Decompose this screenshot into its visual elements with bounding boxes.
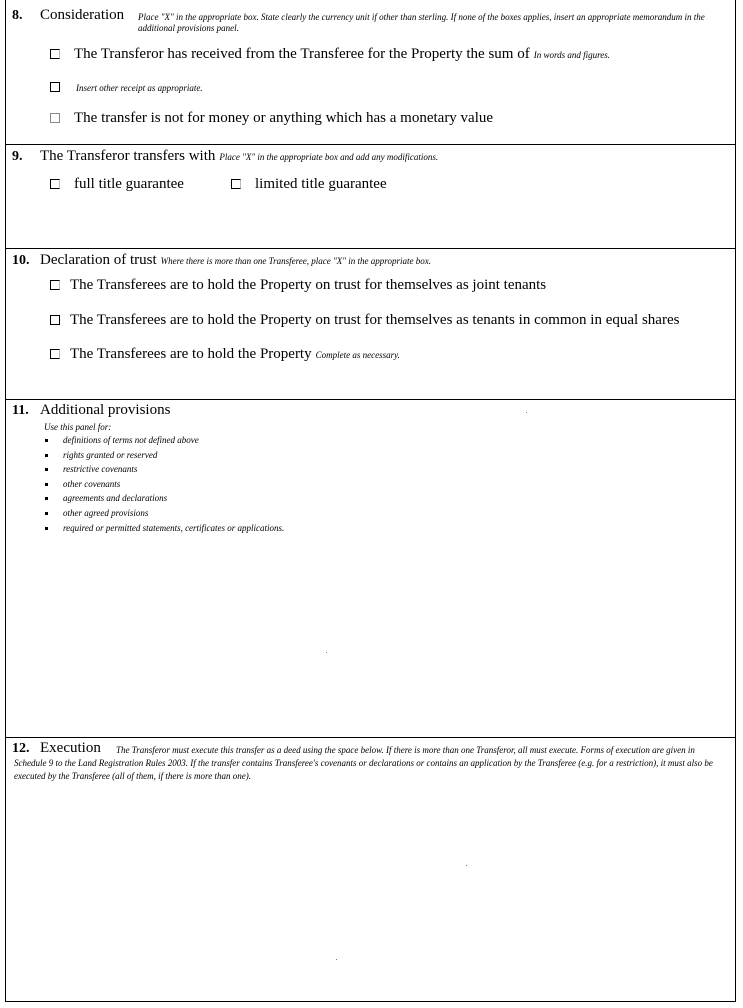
other-receipt-checkbox[interactable] bbox=[50, 82, 60, 92]
panel-number: 9. bbox=[12, 149, 23, 164]
panel-number: 10. bbox=[12, 253, 30, 268]
option-label: The Transferor has received from the Transferee for the Property the sum of bbox=[74, 46, 530, 62]
panel-title: Declaration of trust bbox=[40, 252, 157, 268]
option-note: Complete as necessary. bbox=[315, 350, 400, 360]
panel-number: 8. bbox=[12, 8, 23, 23]
list-item: restrictive covenants bbox=[44, 462, 284, 477]
panel-11-subtitle: Use this panel for: bbox=[44, 422, 112, 432]
panel-8-heading bbox=[12, 6, 124, 24]
execution-signature-area[interactable] bbox=[6, 808, 735, 1000]
scan-speck bbox=[326, 652, 327, 653]
tenants-in-common-checkbox[interactable] bbox=[50, 315, 60, 325]
panel-title-guarantee bbox=[6, 145, 735, 249]
provisions-entry-area[interactable] bbox=[6, 540, 735, 736]
consideration-option-other bbox=[50, 79, 203, 96]
consideration-option-no-money bbox=[50, 110, 493, 127]
option-label: full title guarantee bbox=[74, 176, 184, 192]
panel-title: The Transferor transfers with bbox=[40, 148, 216, 164]
list-item: other covenants bbox=[44, 477, 284, 492]
panel-number: 12. bbox=[12, 741, 30, 756]
option-note: Insert other receipt as appropriate. bbox=[76, 83, 203, 93]
joint-tenants-checkbox[interactable] bbox=[50, 280, 60, 290]
panel-title: Additional provisions bbox=[40, 402, 171, 418]
limited-title-guarantee-checkbox[interactable] bbox=[231, 179, 241, 189]
list-item: required or permitted statements, certificates or applications. bbox=[44, 521, 284, 536]
option-note: In words and figures. bbox=[533, 50, 611, 60]
panel-10-instructions: Where there is more than one Transferee, place "X" in the appropriate box. bbox=[160, 256, 431, 266]
sum-received-checkbox[interactable] bbox=[50, 49, 60, 59]
option-label: The Transferees are to hold the Property bbox=[70, 346, 312, 362]
list-item: other agreed provisions bbox=[44, 506, 284, 521]
limited-title-guarantee-option bbox=[231, 176, 387, 193]
panel-additional-provisions bbox=[6, 400, 735, 738]
panel-title: Consideration bbox=[40, 7, 125, 23]
panel-10-heading bbox=[12, 251, 431, 269]
full-title-guarantee-checkbox[interactable] bbox=[50, 179, 60, 189]
option-label: The transfer is not for money or anything which has a monetary value bbox=[74, 110, 494, 126]
transfer-form-page bbox=[5, 0, 736, 1002]
other-trust-checkbox[interactable] bbox=[50, 349, 60, 359]
full-title-guarantee-option bbox=[50, 176, 184, 193]
option-label: The Transferees are to hold the Property on trust for themselves as tenants in common in equal shares bbox=[70, 312, 680, 328]
panel-execution bbox=[6, 738, 735, 1002]
option-label: The Transferees are to hold the Property on trust for themselves as joint tenants bbox=[70, 277, 547, 293]
panel-consideration bbox=[6, 0, 735, 145]
trust-option-joint-tenants bbox=[50, 277, 546, 294]
no-monetary-value-checkbox[interactable] bbox=[50, 113, 60, 123]
panel-8-instructions: Place "X" in the appropriate box. State clearly the currency unit if other than sterling. If none of the boxes applies, insert an appropriate memorandum in the additional provisions panel. bbox=[138, 12, 705, 33]
provisions-list bbox=[44, 433, 284, 535]
trust-option-tenants-in-common bbox=[50, 312, 679, 329]
panel-12-instructions: The Transferor must execute this transfer as a deed using the space below. If there is more than one Transferor, all must execute. Forms of execution are given in Schedule 9 to the Land Registration Rules 2003. If the transfer contains Transferee's covenants or declarations or contains an application by the Transferee (e.g. for a restriction), it must also be executed by the Transferee (all of them, if there is more than one). bbox=[14, 745, 713, 781]
panel-declaration-of-trust bbox=[6, 249, 735, 400]
list-item: definitions of terms not defined above bbox=[44, 433, 284, 448]
consideration-option-sum bbox=[50, 46, 610, 63]
panel-9-heading bbox=[12, 147, 438, 165]
list-item: rights granted or reserved bbox=[44, 448, 284, 463]
list-item: agreements and declarations bbox=[44, 491, 284, 506]
panel-11-heading bbox=[12, 401, 170, 419]
scan-speck bbox=[466, 865, 467, 866]
panel-9-instructions: Place "X" in the appropriate box and add any modifications. bbox=[219, 152, 439, 162]
scan-speck bbox=[336, 959, 337, 960]
trust-option-other bbox=[50, 346, 400, 363]
option-label: limited title guarantee bbox=[255, 176, 387, 192]
panel-number: 11. bbox=[12, 403, 29, 418]
scan-speck bbox=[526, 412, 527, 413]
panel-title: Execution bbox=[40, 740, 101, 756]
